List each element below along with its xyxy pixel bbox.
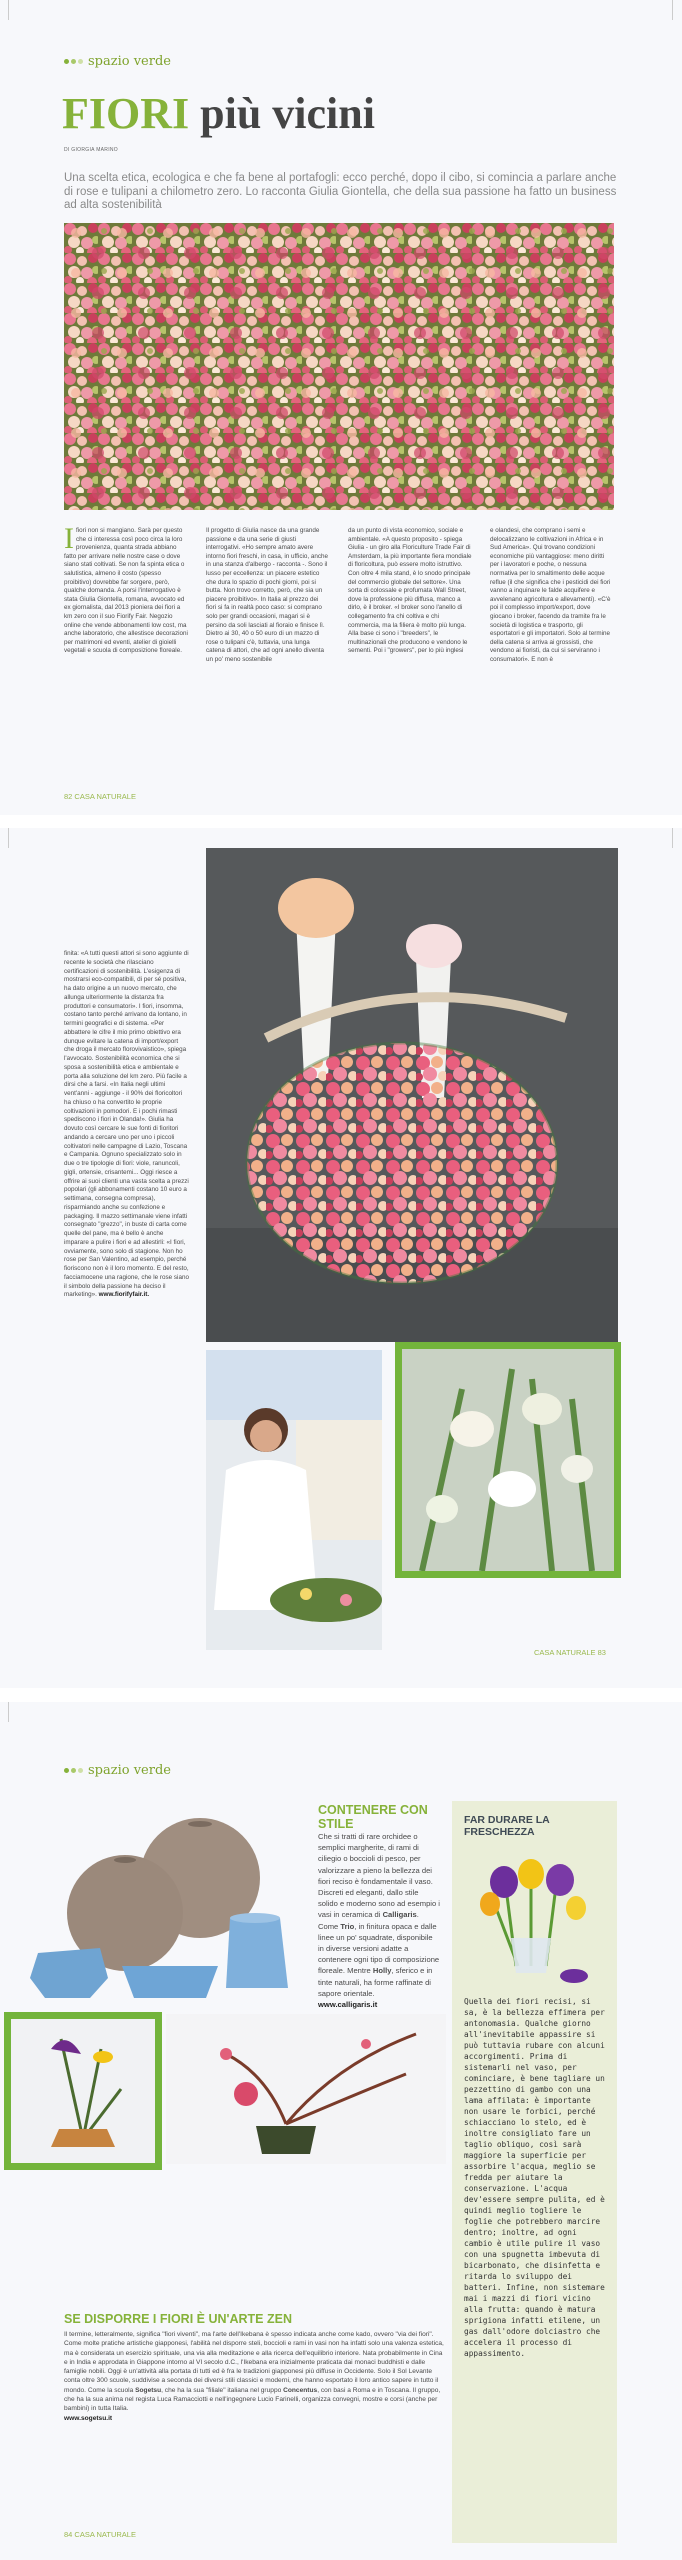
- fiorify-link[interactable]: www.fiorifyfair.it.: [98, 1291, 150, 1299]
- brand-name: Trio: [340, 1921, 355, 1931]
- section-heading: CONTENERE CON STILE: [318, 1803, 428, 1831]
- body-text: , con basi a Roma e in Toscana. Il gruppo, che ha la sua anima nel regista Luca Ramacciotti e nell'ingegnere Lucio Farinelli, organizza convegni, mostre e corsi (anche per bambini) in tutta Italia.: [64, 2386, 441, 2413]
- continuation-text: finita: «A tutti questi attori si sono aggiunte di recente le società che rilasciano certificazioni di sostenibilità. L'esigenza di mostrarsi eco-compatibili, di per sé positiva, ha dato origine a un nuovo mercato, che allunga ulteriormente la distanza fra produttori e consumatori». I fiori, insomma, costano tanto perché arrivano da lontano, in termini geografici e di sistema. «Per abbattere le cifre il mio primo obiettivo era dunque evitare la catena di import/export che droga il mercato florovivaistico», spiega l'avvocato. Sostenibilità economica che si sposa a sostenibilità etica e ambientale e porta alla soluzione del km zero. Più facile a dirsi che a farsi. «In Italia negli ultimi vent'anni - aggiunge - il 90% dei floricoltori ha chiuso o ha convertito le proprie coltivazioni in pomodori. E i pochi rimasti spediscono i fiori in Olanda!». Giulia ha dovuto così cercare le sue fonti di fioritori andando a cercare uno per uno i piccoli coltivatori nelle campagne di Lazio, Toscana e Campania. Ognuno specializzato solo in due o tre tipologie di fiori: viole, ranuncoli, gigli, ortensie, crisantemi... Oggi riesce a offrire ai suoi clienti una vasta scelta a prezzi popolari (gli abbonamenti costano 10 euro a settimana, consegna compresa), risparmiando anche su confezione e packaging. Il mazzo settimanale viene infatti consegnato "grezzo", in buste di carta come quelle del pane, ma è bello è anche imparare a pulire i fiori e ad allestirli: «I fiori, ovviamente, sono solo di stagione. Non ho rose per San Valentino, ad esempio, perché fioriscono non è il loro momento. E del resto, facciamocene una ragione, che le rose siano il simbolo della passione ha deciso il marketing».: [64, 950, 189, 1299]
- page-footer: CASA NATURALE 83: [534, 1648, 606, 1657]
- article-continuation: [64, 950, 189, 1450]
- flower-arrangement-photo: [206, 848, 618, 1342]
- article-title: [62, 89, 375, 138]
- ikebana-branches-photo: [166, 2014, 446, 2164]
- byline: DI GIORGIA MARINO: [64, 147, 118, 153]
- article-columns: [64, 527, 614, 785]
- brand-name: Holly: [372, 1966, 392, 1976]
- kicker-text: spazio verde: [88, 54, 171, 69]
- white-flowers-photo: [402, 1349, 614, 1571]
- sidebar-body: Quella dei fiori recisi, si sa, è la bellezza effimera per antonomasia. Qualche giorno all'inevitabile appassire si può tuttavia rubare con alcuni accorgimenti. Prima di sistemarli nel vaso, per cominciare, è bene tagliare un pezzettino di gambo con una lama affilata: è importante non usare le forbici, perché schiacciano lo stelo, ed è inoltre consigliato fare un taglio obliquo, così sarà maggiore la superficie per assorbire l'acqua, meglio se fredda per aiutare la conservazione. L'acqua dev'essere sempre pulita, ed è quindi meglio togliere le foglie che potrebbero marcire dentro; inoltre, ad ogni cambio è utile pulire il vaso con una spugnetta imbevuta di bicarbonato, che disinfetta e ritarda lo sviluppo dei batteri. Infine, non sistemare mai i mazzi di fiori vicino alla frutta: quando è matura sprigiona infatti etilene, un gas dall'odore dolciastro che accelera il processo di appassimento.: [464, 1997, 605, 2358]
- sogetsu-link[interactable]: www.sogetsu.it: [64, 2414, 113, 2422]
- page-edge-mark: [672, 0, 682, 20]
- page-footer: 84 CASA NATURALE: [64, 2530, 136, 2539]
- section-kicker: [64, 54, 171, 69]
- body-text: Che si tratti di rare orchidee o semplici margherite, di rami di ciliegio o boccioli di pesco, per valorizzare a pieno la bellezza dei fiori reciso è fondamentale il vaso. Discreti ed eleganti, dallo stile solido e moderno sono ad esempio i vasi in ceramica di: [318, 1832, 440, 1920]
- bullet-dots-icon: [64, 59, 83, 64]
- section-heading: SE DISPORRE I FIORI È UN'ARTE ZEN: [64, 2312, 292, 2326]
- body-text: , in finitura opaca e dalle linee un po' squadrate, disponibile in diverse versioni adatte a contenere ogni tipo di composizione floreale. Mentre: [318, 1921, 440, 1976]
- brand-name: Sogetsu: [135, 2386, 162, 2394]
- magazine-page-84: [0, 1702, 682, 2560]
- article-column-4: e olandesi, che comprano i semi e delocalizzano le coltivazioni in Africa e in Sud America». Qui trovano condizioni economiche più vantaggiose: meno diritti per i lavoratori e poche, o nessuna normativa per lo smaltimento delle acque reflue (il che significa che i pesticidi dei fiori vanno a inquinare le falde acquifere e avvelenano agricoltura e allevamenti). «C'è poi il complesso import/export, dove giocano i broker, facendo da tramite fra le società di logistica e trasporto, gli esportatori e gli importatori. Solo al termine della catena si arriva ai grossisti, che vendono ai fioristi, da cui si serviranno i consumatori». E non è: [490, 527, 611, 663]
- section-kicker: [64, 1763, 171, 1778]
- column-text: fiori non si mangiano. Sarà per questo che ci interessa così poco circa la loro provenienza, quanta strada abbiano fatto per arrivare nelle nostre case o dove siano stati coltivati. Se non fa spinta etica o salutistica, almeno il costo (spesso proibitivo) dovrebbe far sorgere, però, qualche domanda. A porsi l'interrogativo è stata Giulia Giontella, romana, avvocato ed ex giornalista, dal 2013 pioniera dei fiori a km zero con il suo Fiorify Fair. Negozio online che vende abbonamenti low cost, ma anche laboratorio, che allestisce decorazioni per matrimoni ed eventi, atelier di gioielli vegetali e scuola di composizione floreale.: [64, 527, 188, 655]
- brand-name: Concentus: [283, 2386, 318, 2394]
- article-column-3: da un punto di vista economico, sociale e ambientale. «A questo proposito - spiega Giulia - un giro alla Floriculture Trade Fair di Amsterdam, la più importante fiera mondiale di floricoltura, può essere molto istruttivo. Con oltre 4 mila stand, è lo snodo principale del commercio globale del settore». Una sorta di colossale e profumata Wall Street, dove la professione più diffusa, manco a dirlo, è il broker. «I broker sono l'anello di collegamento fra chi coltiva e chi commercia, ma la filiera è molto più lunga. Alla base ci sono i "breeders", le multinazionali che producono e vendono le sementi. Poi i "growers", per lo più inglesi: [348, 527, 472, 655]
- body-text: , sferico e in tinte naturali, ha forme raffinate di sapore orientale.: [318, 1966, 433, 1998]
- body-text: . Come: [318, 1910, 419, 1931]
- tulips-vase-photo: [456, 1848, 606, 1988]
- ceramic-vases-photo: [30, 1798, 310, 2008]
- kicker-text: spazio verde: [88, 1763, 171, 1778]
- page-edge-mark: [672, 828, 682, 848]
- calligaris-link[interactable]: www.calligaris.it: [318, 2000, 378, 2010]
- page-footer: 82 CASA NATURALE: [64, 792, 136, 801]
- body-text: Il termine, letteralmente, significa "fiori viventi", ma l'arte dell'Ikebana è spesso indicata anche come kado, ovvero "via dei fiori". Come molte pratiche artistiche giapponesi, l'abilità nel disporre steli, boccioli e rami in vasi non ha infatti solo una valenza estetica, ma è considerata un esercizio spirituale, una via alla meditazione e alla ricerca dell'equilibrio interiore. Nata probabilmente in Cina e in India e approdata in Giappone intorno al VI secolo d.C., l'Ikebana era inizialmente praticata dai monaci buddhisti e dalle famiglie nobili. Oggi è un'attività alla portata di tutti ed è fra le tradizioni giapponesi più diffuse in Occidente. Solo il Sol Levante conta oltre 300 scuole, suddivise a seconda dei diversi stili classici e moderni, che hanno esportato il loro antico sapere in tutto il mondo. Come la scuola: [64, 2331, 444, 2394]
- page-edge-mark: [0, 0, 9, 20]
- magazine-page-82: [0, 0, 682, 815]
- body-text: , che ha la sua "filiale" italiana nel gruppo: [161, 2386, 284, 2394]
- magazine-page-83: [0, 828, 682, 1688]
- article-column-1: [64, 527, 188, 785]
- flower-wall-photo: [64, 223, 614, 510]
- florist-portrait-photo: [206, 1350, 382, 1650]
- section-body: [318, 1831, 440, 2010]
- page-edge-mark: [0, 1702, 9, 1722]
- sidebar-heading: FAR DURARE LA FRESCHEZZA: [464, 1814, 550, 1838]
- page-edge-mark: [0, 828, 9, 848]
- article-lead: Una scelta etica, ecologica e che fa bene al portafogli: ecco perché, dopo il cibo, si comincia a parlare anche di rose e tulipani a chilometro zero. Lo racconta Giulia Giontella, che della sua passione ha fatto un business ad alta sostenibilità: [64, 172, 617, 211]
- title-green-word: FIORI: [62, 89, 190, 138]
- bullet-dots-icon: [64, 1768, 83, 1773]
- article-column-2: Il progetto di Giulia nasce da una grande passione e da una serie di giusti interrogativi. «Ho sempre amato avere intorno fiori freschi, in casa, in ufficio, anche in una stanza d'albergo - racconta -. Sono il lusso per eccellenza: un piacere estetico che dura lo spazio di pochi giorni, poi si butta. Non trovo corretto, però, che sia un piacere proibitivo». In Italia al prezzo dei fiori si fa in realtà poco caso: si comprano solo per grandi occasioni, magari si è persino da soli lasciati al fioraio e finisce lì. Dietro ai 30, 40 o 50 euro di un mazzo di rose o tulipani c'è, tuttavia, una lunga catena di attori, che ad ogni anello diventa un po' meno sostenibile: [206, 527, 329, 663]
- title-rest: più vicini: [200, 89, 375, 138]
- brand-name: Calligaris: [382, 1910, 417, 1920]
- ikebana-vase-photo: [11, 2019, 155, 2163]
- section-body: [64, 2330, 444, 2423]
- drop-cap: I: [64, 527, 74, 555]
